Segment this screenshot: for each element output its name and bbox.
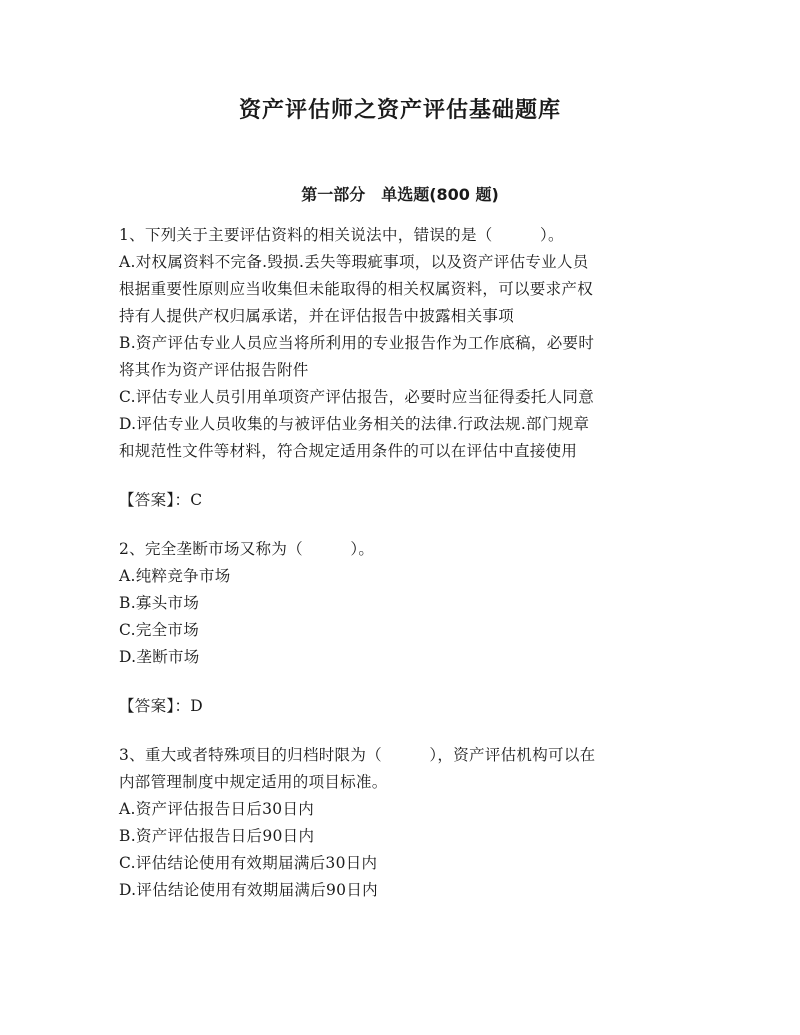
option-line: A.对权属资料不完备.毁损.丢失等瑕疵事项，以及资产评估专业人员 (119, 253, 589, 271)
option-A (119, 563, 679, 590)
option-C (119, 384, 679, 411)
option-line: B.资产评估专业人员应当将所利用的专业报告作为工作底稿，必要时 (119, 334, 595, 352)
question-1 (119, 222, 679, 514)
option-C (119, 850, 679, 877)
option-D (119, 877, 679, 904)
answer-label: 【答案】： (119, 697, 191, 715)
option-B (119, 823, 679, 850)
option-line: C.完全市场 (119, 621, 200, 639)
question-stem-line: 3、重大或者特殊项目的归档时限为（ ），资产评估机构可以在 (119, 746, 596, 764)
question-stem-line: 内部管理制度中规定适用的项目标准。 (119, 773, 388, 791)
option-D (119, 644, 679, 671)
answer-value: D (190, 697, 203, 715)
option-line: 将其作为资产评估报告附件 (119, 361, 309, 379)
option-B (119, 590, 679, 617)
answer-label: 【答案】： (119, 491, 191, 509)
section-heading: 第一部分 单选题(800 题) (301, 185, 499, 204)
option-C (119, 617, 679, 644)
option-line: D.垄断市场 (119, 648, 200, 666)
answer-line (119, 487, 679, 514)
option-line: A.纯粹竞争市场 (119, 567, 231, 585)
option-line: 持有人提供产权归属承诺，并在评估报告中披露相关事项 (119, 307, 515, 325)
option-line: B.寡头市场 (119, 594, 200, 612)
question-list (119, 222, 679, 904)
option-B (119, 330, 679, 384)
question-stem-line: 2、完全垄断市场又称为（ ）。 (119, 540, 375, 558)
option-A (119, 796, 679, 823)
question-3 (119, 742, 679, 904)
option-line: A.资产评估报告日后30日内 (119, 800, 315, 818)
answer-line (119, 693, 679, 720)
answer-value: C (190, 491, 203, 509)
option-D (119, 411, 679, 465)
option-line: D.评估结论使用有效期届满后90日内 (119, 881, 378, 899)
question-2 (119, 536, 679, 720)
question-stem-line: 1、下列关于主要评估资料的相关说法中，错误的是（ ）。 (119, 226, 564, 244)
document-title: 资产评估师之资产评估基础题库 (238, 98, 561, 123)
option-line: B.资产评估报告日后90日内 (119, 827, 315, 845)
option-line: 和规范性文件等材料，符合规定适用条件的可以在评估中直接使用 (119, 442, 578, 460)
option-line: 根据重要性原则应当收集但未能取得的相关权属资料，可以要求产权 (119, 280, 594, 298)
option-A (119, 249, 679, 330)
option-line: C.评估结论使用有效期届满后30日内 (119, 854, 378, 872)
option-line: D.评估专业人员收集的与被评估业务相关的法律.行政法规.部门规章 (119, 415, 590, 433)
option-line: C.评估专业人员引用单项资产评估报告，必要时应当征得委托人同意 (119, 388, 595, 406)
